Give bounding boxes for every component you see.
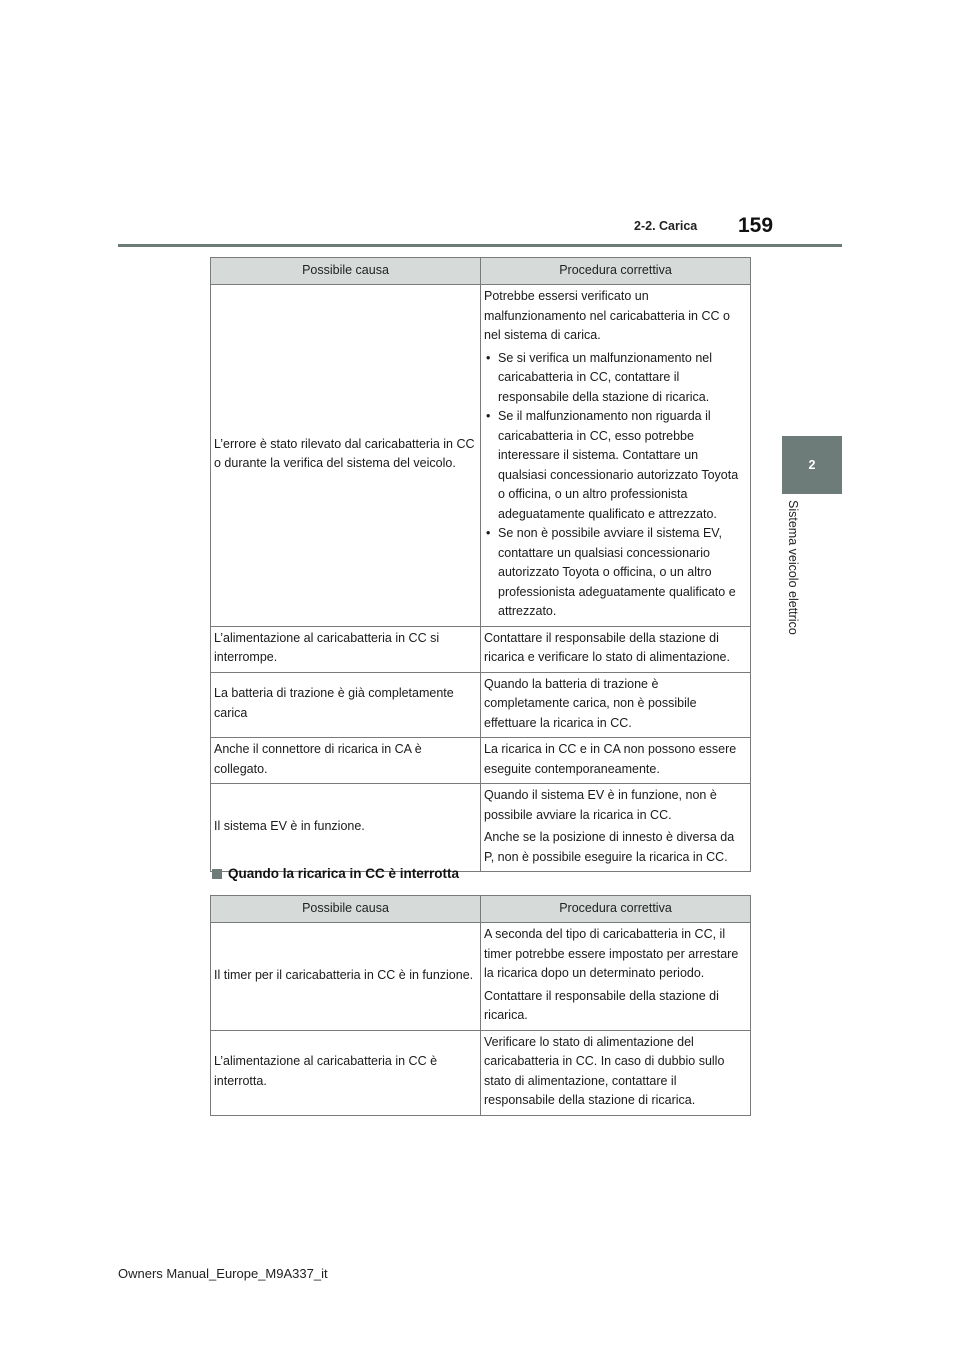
- page-number: 159: [738, 214, 774, 237]
- footer-doc-id: Owners Manual_Europe_M9A337_it: [118, 1266, 328, 1281]
- bullet-item: • Se si verifica un malfunzionamento nel caricabatteria in CC, contattare il responsabile della stazione di ricarica.: [484, 349, 747, 408]
- table-row: [211, 672, 751, 738]
- action-cell: [481, 784, 751, 872]
- header-rule: [118, 244, 842, 247]
- table-row: [211, 738, 751, 784]
- table-header-row: [211, 896, 751, 923]
- action-bullets: [484, 349, 747, 622]
- causes-table: [210, 257, 751, 872]
- chapter-number: 2: [808, 458, 816, 472]
- cause-cell: L’errore è stato rilevato dal caricabatteria in CC o durante la verifica del sistema del veicolo.: [211, 285, 481, 627]
- cause-cell: La batteria di trazione è già completamente carica: [211, 672, 481, 738]
- table-row: [211, 784, 751, 872]
- section-label: 2-2. Carica: [634, 219, 698, 233]
- action-paragraph: Anche se la posizione di innesto è diversa da P, non è possibile eseguire la ricarica in CC.: [484, 830, 735, 864]
- table-row: [211, 1030, 751, 1115]
- table-row: [211, 285, 751, 627]
- header-cause: Possibile causa: [211, 896, 481, 923]
- subheading-text: Quando la ricarica in CC è interrotta: [228, 866, 460, 881]
- header-action: Procedura correttiva: [481, 258, 751, 285]
- square-bullet-icon: [212, 869, 222, 879]
- bullet-item: • Se non è possibile avviare il sistema EV, contattare un qualsiasi concessionario autorizzato Toyota o officina, o un altro professionista adeguatamente qualificato e attrezzato.: [484, 524, 747, 622]
- header-cause: Possibile causa: [211, 258, 481, 285]
- action-paragraph: Quando il sistema EV è in funzione, non è possibile avviare la ricarica in CC.: [484, 788, 717, 822]
- action-cell: [481, 285, 751, 627]
- header-action: Procedura correttiva: [481, 896, 751, 923]
- cause-cell: L’alimentazione al caricabatteria in CC si interrompe.: [211, 626, 481, 672]
- cause-cell: Il timer per il caricabatteria in CC è in funzione.: [211, 923, 481, 1031]
- action-paragraph: A seconda del tipo di caricabatteria in CC, il timer potrebbe essere impostato per arrestare la ricarica dopo un determinato periodo.: [484, 927, 739, 980]
- action-cell: Quando la batteria di trazione è completamente carica, non è possibile effettuare la ricarica in CC.: [481, 672, 751, 738]
- bullet-item: • Se il malfunzionamento non riguarda il caricabatteria in CC, esso potrebbe interessare il sistema. Contattare un qualsiasi concessionario autorizzato Toyota o officina, o un altro professionista adeguatamente qualificato e attrezzato.: [484, 407, 747, 524]
- interrupted-table: [210, 895, 751, 1116]
- chapter-title-vertical: [786, 500, 806, 660]
- action-cell: Contattare il responsabile della stazione di ricarica e verificare lo stato di alimentazione.: [481, 626, 751, 672]
- action-intro: Potrebbe essersi verificato un malfunzionamento nel caricabatteria in CC o nel sistema di carica.: [484, 289, 730, 342]
- table-row: [211, 923, 751, 1031]
- chapter-tab: [782, 436, 842, 494]
- action-cell: Verificare lo stato di alimentazione del caricabatteria in CC. In caso di dubbio sullo stato di alimentazione, contattare il responsabile della stazione di ricarica.: [481, 1030, 751, 1115]
- chapter-title: Sistema veicolo elettrico: [786, 500, 800, 635]
- table-header-row: [211, 258, 751, 285]
- action-paragraph: Contattare il responsabile della stazione di ricarica.: [484, 988, 719, 1022]
- cause-cell: Anche il connettore di ricarica in CA è collegato.: [211, 738, 481, 784]
- cause-cell: L’alimentazione al caricabatteria in CC è interrotta.: [211, 1030, 481, 1115]
- action-cell: [481, 923, 751, 1031]
- cause-cell: Il sistema EV è in funzione.: [211, 784, 481, 872]
- table-row: [211, 626, 751, 672]
- action-cell: La ricarica in CC e in CA non possono essere eseguite contemporaneamente.: [481, 738, 751, 784]
- subheading: [212, 866, 459, 881]
